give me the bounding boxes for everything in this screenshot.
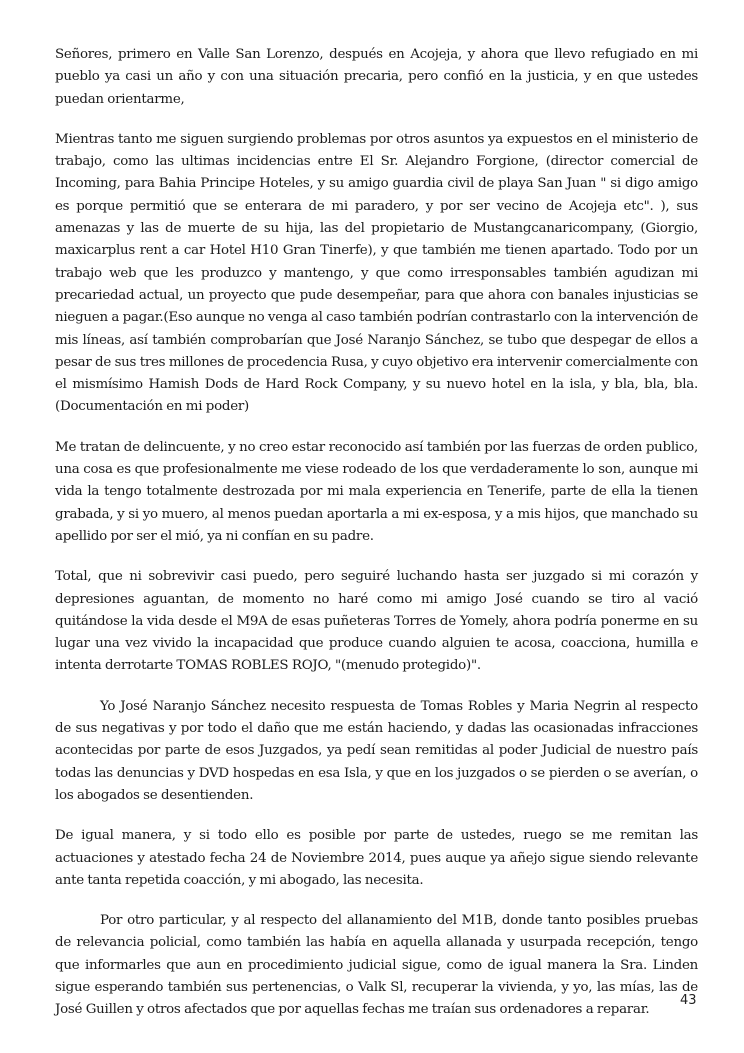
paragraph-respuesta: Yo José Naranjo Sánchez necesito respuesta de Tomas Robles y Maria Negrin al respecto de sus negativas y por todo el daño que me están haciendo, y dadas las ocasionadas infracciones acontecidas por parte de esos Juzgados, ya pedí sean remitidas al poder Judicial de nuestro país todas las denuncias y DVD hospedas en esa Isla, y que en los juzgados o se pierden o se averían, o los abogados se desentienden.: [55, 698, 698, 803]
paragraph-sobrevivir: Total, que ni sobrevivir casi puedo, pero seguiré luchando hasta ser juzgado si mi corazón y depresiones aguantan, de momento no haré como mi amigo José cuando se tiro al vació quitándose la vida desde el M9A de esas puñeteras Torres de Yomely, ahora podría ponerme en su lugar una vez vivido la incapacidad que produce cuando alguien te acosa, coacciona, humilla e intenta derrotarte TOMAS ROBLES ROJO, "(menudo protegido)".: [55, 569, 698, 674]
paragraph-problems: Mientras tanto me siguen surgiendo problemas por otros asuntos ya expuestos en el ministerio de trabajo, como las ultimas incidencias entre El Sr. Alejandro Forgione, (director comercial de Incoming, para Bahia Principe Hoteles, y su amigo guardia civil de playa San Juan " si digo amigo es porque permitió que se enterara de mi paradero, y por ser vecino de Acojeja etc". ), sus amenazas y las de muerte de su hija, las del propietario de Mustangcanaricompany, (Giorgio, maxicarplus rent a car Hotel H10 Gran Tinerfe), y que también me tienen apartado. Todo por un trabajo web que les produzco y mantengo, y que como irresponsables también agudizan mi precariedad actual, un proyecto que pude desempeñar, para que ahora con banales injusticias se nieguen a pagar.(Eso aunque no venga al caso también podrían contrastarlo con la intervención de mis líneas, así también comprobarían que José Naranjo Sánchez, se tubo que despegar de ellos a pesar de sus tres millones de procedencia Rusa, y cuyo objetivo era intervenir comercialmente con el mismísimo Hamish Dods de Hard Rock Company, y su nuevo hotel en la isla, y bla, bla, bla.(Documentación en mi poder): [55, 131, 698, 415]
paragraph-delincuente: Me tratan de delincuente, y no creo estar reconocido así también por las fuerzas de orden publico, una cosa es que profesionalmente me viese rodeado de los que verdaderamente lo son, aunque mi vida la tengo totalmente destrozada por mi mala experiencia en Tenerife, parte de ella la tienen grabada, y si yo muero, al menos puedan aportarla a mi ex-esposa, y a mis hijos, que manchado su apellido por ser el mió, ya ni confían en su padre.: [55, 439, 698, 544]
paragraph-greeting: Señores, primero en Valle San Lorenzo, después en Acojeja, y ahora que llevo refugiado en mi pueblo ya casi un año y con una situación precaria, pero confió en la justicia, y en que ustedes puedan orientarme,: [55, 47, 698, 107]
paragraph-actuaciones: De igual manera, y si todo ello es posible por parte de ustedes, ruego se me remitan las actuaciones y atestado fecha 24 de Noviembre 2014, pues auque ya añejo sigue siendo relevante ante tanta repetida coacción, y mi abogado, las necesita.: [55, 828, 698, 888]
page-number: 43: [680, 993, 697, 1008]
paragraph-allanamiento: Por otro particular, y al respecto del allanamiento del M1B, donde tanto posibles pruebas de relevancia policial, como también las había en aquella allanada y usurpada recepción, tengo que informarles que aun en procedimiento judicial sigue, como de igual manera la Sra. Linden sigue esperando también sus pertenencias, o Valk Sl, recuperar la vivienda, y yo, las mías, las de José Guillen y otros afectados que por aquellas fechas me traían sus ordenadores a reparar.: [55, 913, 698, 1018]
document-page: [55, 44, 698, 1040]
